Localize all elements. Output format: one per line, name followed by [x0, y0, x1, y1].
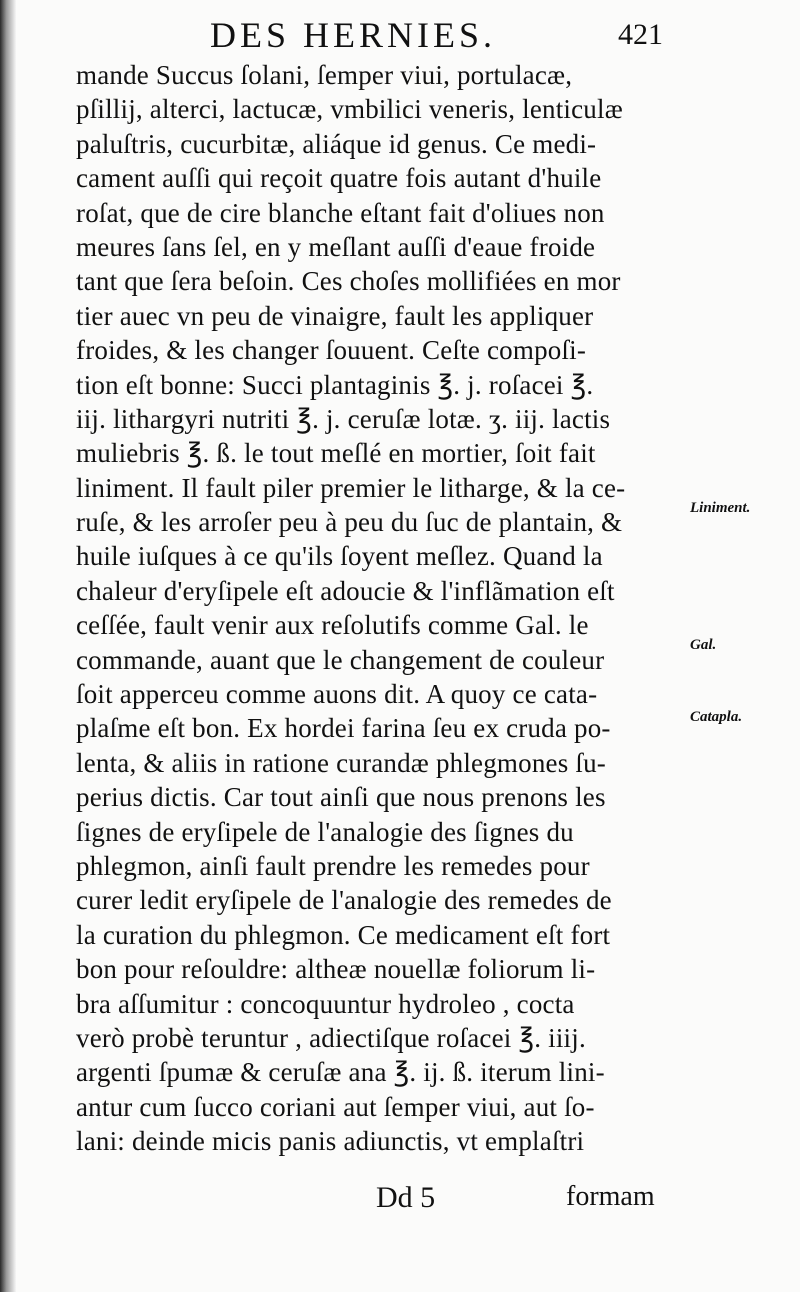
text-line: antur cum ſucco coriani aut ſemper viui, aut ſo- [76, 1091, 595, 1122]
text-line: la curation du phlegmon. Ce medicament eſt fort [76, 919, 611, 950]
text-line: lenta, & aliis in ratione curandæ phlegmones ſu- [76, 747, 606, 778]
text-line: argenti ſpumæ & ceruſæ ana ℥. ij. ß. iterum lini- [76, 1057, 605, 1088]
text-line: lani: deinde micis panis adiunctis, vt emplaſtri [76, 1126, 585, 1157]
text-line: tant que ſera beſoin. Ces choſes mollifiées en mor [76, 266, 621, 297]
marginal-note-catapla: Catapla. [690, 709, 743, 725]
text-line: tion eſt bonne: Succi plantaginis ℥. j. roſacei ℥. [76, 369, 594, 400]
text-line: tier auec vn peu de vinaigre, fault les appliquer [76, 300, 594, 331]
marginal-note-liniment: Liniment. [690, 500, 751, 516]
text-line: perius dictis. Car tout ainſi que nous prenons les [76, 782, 606, 813]
page-footer [0, 1181, 800, 1221]
text-line: commande, auant que le changement de couleur [76, 644, 605, 675]
page-gutter-shadow [0, 0, 16, 1292]
text-line: curer ledit eryſipele de l'analogie des remedes de [76, 885, 612, 916]
text-line: mande Succus ſolani, ſemper viui, portulacæ, [76, 60, 573, 90]
text-line: iij. lithargyri nutriti ℥. j. ceruſæ lotæ. ʒ. iij. lactis [76, 403, 611, 434]
text-line: bra aſſumitur : concoquuntur hydroleo , cocta [76, 988, 575, 1019]
text-line: paluſtris, cucurbitæ, aliáque id genus. Ce medi- [76, 128, 597, 159]
text-line: roſat, que de cire blanche eſtant fait d'oliues non [76, 197, 605, 228]
text-line: ſignes de eryſipele de l'analogie des ſignes du [76, 816, 574, 847]
signature-mark: Dd 5 [376, 1181, 436, 1214]
text-line: ceſſée, fault venir aux reſolutifs comme Gal. le [76, 610, 589, 641]
body-text [76, 58, 686, 1159]
text-line: froides, & les changer ſouuent. Ceſte compoſi- [76, 335, 587, 366]
text-line: liniment. Il fault piler premier le litharge, & la ce- [76, 472, 626, 503]
marginal-note-gal: Gal. [690, 637, 717, 653]
text-line: ſoit apperceu comme auons dit. A quoy ce cata- [76, 679, 598, 710]
text-line: chaleur d'eryſipele eſt adoucie & l'inflãmation eſt [76, 575, 615, 606]
text-line: muliebris ℥. ß. le tout meſlé en mortier, ſoit fait [76, 438, 596, 469]
text-line: meures ſans ſel, en y meſlant auſſi d'eaue froide [76, 231, 596, 262]
text-line: ruſe, & les arroſer peu à peu du ſuc de plantain, & [76, 507, 623, 538]
running-title: DES HERNIES. [210, 15, 497, 55]
text-line: huile iuſques à ce qu'ils ſoyent meſlez. Quand la [76, 541, 603, 572]
text-line: pſillij, alterci, lactucæ, vmbilici veneris, lenticulæ [76, 94, 623, 125]
text-line: plaſme eſt bon. Ex hordei farina ſeu ex cruda po- [76, 713, 611, 744]
text-line: verò probè teruntur , adiectiſque roſacei ℥. iiij. [76, 1022, 586, 1053]
text-line: cament auſſi qui reçoit quatre fois autant d'huile [76, 163, 602, 194]
text-line: phlegmon, ainſi fault prendre les remedes pour [76, 850, 590, 881]
catchword: formam [566, 1181, 655, 1212]
page-number: 421 [618, 18, 663, 51]
text-line: bon pour reſouldre: altheæ nouellæ foliorum li- [76, 954, 596, 985]
